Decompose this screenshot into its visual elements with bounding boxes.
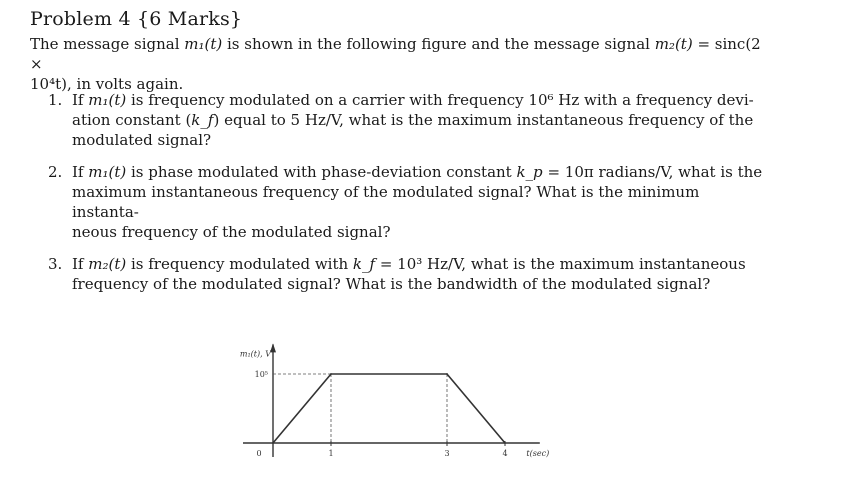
x-tick-label: 3 bbox=[444, 449, 450, 458]
question-text: neous frequency of the modulated signal? bbox=[72, 223, 391, 241]
question-list bbox=[48, 90, 768, 306]
question-item-1 bbox=[48, 90, 768, 150]
question-text: modulated signal? bbox=[72, 131, 212, 149]
question-item-2 bbox=[48, 162, 768, 242]
y-axis-label: m₁(t), V bbox=[239, 349, 271, 359]
problem-title: Problem 4 {6 Marks} bbox=[30, 8, 243, 30]
question-text: ) equal to 5 Hz/V, what is the maximum instantaneous frequency of the bbox=[213, 111, 754, 129]
question-text: = 10³ Hz/V, what is the maximum instantaneous bbox=[375, 255, 746, 273]
math-kf: k_f bbox=[352, 255, 376, 273]
intro-text-1: The message signal bbox=[30, 35, 185, 53]
m1-signal-chart bbox=[215, 325, 575, 465]
question-text: frequency of the modulated signal? What is the bandwidth of the modulated signal? bbox=[72, 275, 711, 293]
intro-m2: m₂(t) bbox=[654, 35, 693, 53]
problem-intro bbox=[30, 34, 770, 94]
question-text: is frequency modulated on a carrier with frequency 10⁶ Hz with a frequency devi- bbox=[126, 91, 754, 109]
question-text: = 10π radians/V, what is the bbox=[542, 163, 763, 181]
x-tick-label: 0 bbox=[256, 449, 262, 458]
question-text: If bbox=[72, 255, 89, 273]
question-number: 3. bbox=[48, 255, 63, 273]
question-text: is frequency modulated with bbox=[126, 255, 353, 273]
question-text: If bbox=[72, 163, 89, 181]
question-number: 2. bbox=[48, 163, 63, 181]
signal-line bbox=[273, 374, 505, 443]
intro-text-2: is shown in the following figure and the message signal bbox=[222, 35, 655, 53]
data-point bbox=[446, 373, 448, 375]
question-number: 1. bbox=[48, 91, 63, 109]
data-point bbox=[330, 373, 332, 375]
math-kf: k_f bbox=[191, 111, 214, 129]
math-m1: m₁(t) bbox=[88, 163, 127, 181]
question-text: maximum instantaneous frequency of the modulated signal? What is the minimum instanta- bbox=[72, 183, 700, 221]
question-item-3 bbox=[48, 254, 768, 294]
question-text: If bbox=[72, 91, 89, 109]
math-m1: m₁(t) bbox=[88, 91, 127, 109]
question-text: is phase modulated with phase-deviation constant bbox=[126, 163, 517, 181]
math-m2: m₂(t) bbox=[88, 255, 127, 273]
x-tick-label: 4 bbox=[502, 449, 508, 458]
m1-signal-figure bbox=[215, 325, 575, 465]
x-tick-label: 1 bbox=[328, 449, 334, 458]
math-kp: k_p bbox=[516, 163, 543, 181]
intro-m1: m₁(t) bbox=[184, 35, 223, 53]
question-text: ation constant ( bbox=[72, 111, 192, 129]
intro-text-3: = sinc(2 × bbox=[30, 35, 761, 73]
intro-text-4: 10⁴t), in volts again. bbox=[30, 75, 184, 93]
x-axis-label: t(sec) bbox=[526, 449, 550, 458]
y-tick-label: 10⁵ bbox=[254, 370, 268, 379]
